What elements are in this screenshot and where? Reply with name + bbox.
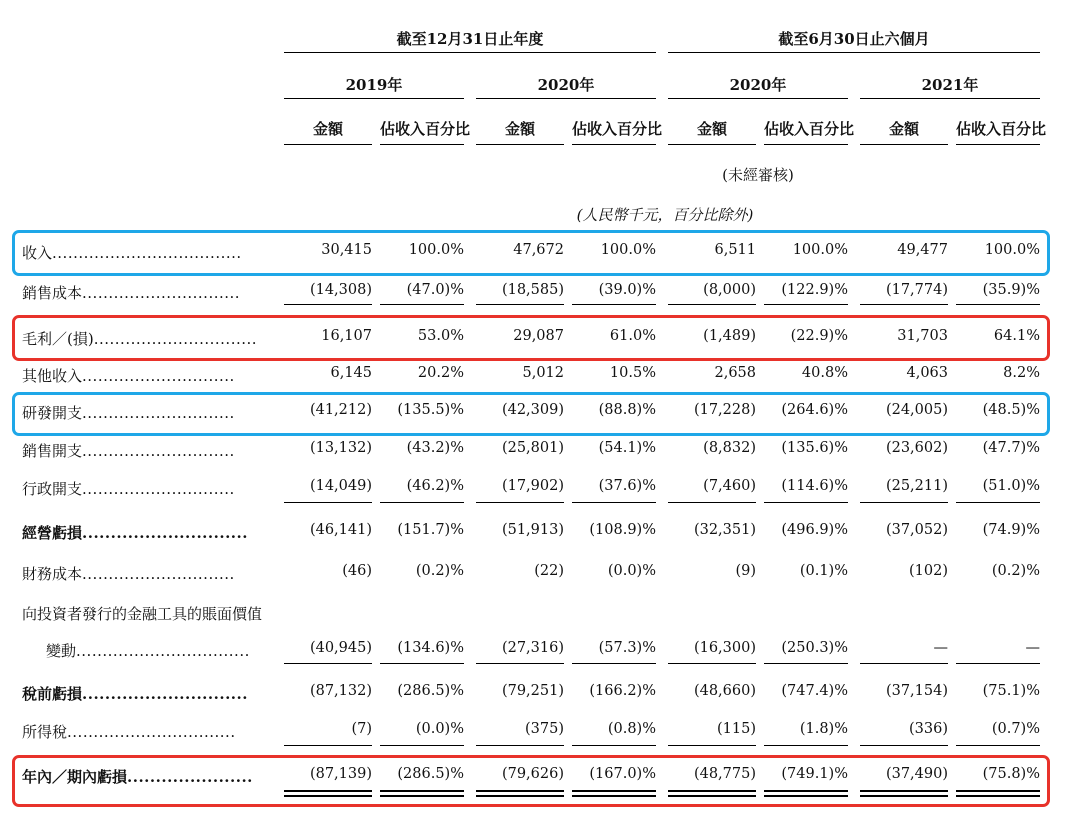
- row-label: [22, 282, 240, 303]
- leader-dots: .............................: [82, 404, 235, 422]
- leader-dots: .................................: [76, 642, 250, 660]
- table-cell: (43.2)%: [406, 440, 464, 456]
- highlight-box-revenue: [12, 230, 1050, 276]
- table-cell: 4,063: [906, 365, 948, 381]
- table-cell: (0.1)%: [799, 563, 848, 579]
- table-cell: (375): [525, 721, 564, 737]
- leader-dots: .............................: [82, 565, 235, 583]
- column-header-amount: 金額: [696, 120, 727, 138]
- table-cell: (87,139): [309, 766, 372, 782]
- table-cell: (37,490): [885, 766, 948, 782]
- column-header-percentage: 佔收入百分比: [572, 120, 663, 138]
- column-header-underline: [380, 144, 464, 145]
- year-2021-half-underline: [860, 98, 1040, 99]
- subtotal-underline: [668, 304, 756, 305]
- subtotal-underline: [476, 745, 564, 746]
- table-cell: (9): [735, 563, 756, 579]
- subtotal-underline: [572, 745, 656, 746]
- row-label: [22, 440, 235, 461]
- subtotal-underline: [284, 502, 372, 503]
- column-header-underline: [284, 144, 372, 145]
- row-label: [46, 640, 250, 661]
- row-label-text: 銷售開支: [22, 442, 83, 460]
- table-cell: (18,585): [501, 282, 564, 298]
- table-cell: (88.8)%: [598, 402, 656, 418]
- table-cell: 40.8%: [801, 365, 848, 381]
- table-cell: (134.6)%: [397, 640, 464, 656]
- table-cell: (7,460): [703, 478, 756, 494]
- table-cell: (51.0)%: [982, 478, 1040, 494]
- unaudited-note: (未經審核): [722, 166, 794, 184]
- table-cell: (7): [351, 721, 372, 737]
- table-cell: 10.5%: [609, 365, 656, 381]
- table-cell: (8,832): [703, 440, 756, 456]
- table-cell: (496.9)%: [781, 522, 848, 538]
- table-cell: (0.2)%: [991, 563, 1040, 579]
- table-cell: (336): [909, 721, 948, 737]
- table-cell: 100.0%: [792, 242, 848, 258]
- table-cell: (22): [534, 563, 564, 579]
- leader-dots: ......................: [127, 768, 253, 786]
- leader-dots: .............................: [82, 685, 248, 703]
- table-cell: 16,107: [321, 328, 372, 344]
- subtotal-underline: [956, 502, 1040, 503]
- row-label: [22, 603, 262, 624]
- column-header-underline: [476, 144, 564, 145]
- table-cell: (37,052): [885, 522, 948, 538]
- table-cell: (79,626): [501, 766, 564, 782]
- row-label: [22, 683, 248, 704]
- row-label: [22, 365, 235, 386]
- row-label-text: 年內／期內虧損: [22, 768, 128, 786]
- year-2020-underline: [476, 98, 656, 99]
- table-cell: (40,945): [309, 640, 372, 656]
- year-2020-header: 2020年: [537, 76, 595, 94]
- subtotal-underline: [380, 304, 464, 305]
- table-cell: (14,308): [309, 282, 372, 298]
- leader-dots: .............................: [82, 367, 235, 385]
- period-six-months-underline: [668, 52, 1040, 53]
- column-header-underline: [572, 144, 656, 145]
- leader-dots: .............................: [82, 524, 248, 542]
- table-cell: 100.0%: [984, 242, 1040, 258]
- subtotal-underline: [764, 304, 848, 305]
- table-cell: (264.6)%: [781, 402, 848, 418]
- subtotal-underline: [668, 745, 756, 746]
- leader-dots: ....................................: [52, 244, 242, 262]
- table-cell: (114.6)%: [781, 478, 848, 494]
- subtotal-underline: [860, 304, 948, 305]
- row-label: [22, 721, 236, 742]
- subtotal-underline: [764, 663, 848, 664]
- row-label-text: 稅前虧損: [22, 685, 83, 703]
- table-cell: —: [1025, 640, 1040, 656]
- table-cell: (102): [909, 563, 948, 579]
- subtotal-underline: [860, 663, 948, 664]
- table-cell: (16,300): [693, 640, 756, 656]
- table-cell: (1.8)%: [799, 721, 848, 737]
- row-label: [22, 478, 235, 499]
- row-label-text: 所得稅: [22, 723, 68, 741]
- column-header-underline: [956, 144, 1040, 145]
- period-six-months-header: 截至6月30日止六個月: [778, 30, 930, 48]
- table-cell: 100.0%: [408, 242, 464, 258]
- table-cell: (167.0)%: [589, 766, 656, 782]
- table-cell: (37,154): [885, 683, 948, 699]
- table-cell: 31,703: [897, 328, 948, 344]
- table-cell: 6,511: [714, 242, 756, 258]
- row-label-text: 行政開支: [22, 480, 83, 498]
- table-cell: (39.0)%: [598, 282, 656, 298]
- subtotal-underline: [956, 745, 1040, 746]
- table-cell: (151.7)%: [397, 522, 464, 538]
- table-cell: (24,005): [885, 402, 948, 418]
- row-label: [22, 563, 235, 584]
- table-cell: (74.9)%: [982, 522, 1040, 538]
- table-cell: (75.1)%: [982, 683, 1040, 699]
- column-header-percentage: 佔收入百分比: [380, 120, 471, 138]
- table-cell: (27,316): [501, 640, 564, 656]
- subtotal-underline: [284, 304, 372, 305]
- row-label-text: 向投資者發行的金融工具的賬面價值: [22, 605, 263, 623]
- table-cell: (35.9)%: [982, 282, 1040, 298]
- subtotal-underline: [668, 663, 756, 664]
- table-cell: (8,000): [703, 282, 756, 298]
- subtotal-underline: [284, 745, 372, 746]
- table-cell: (48.5)%: [982, 402, 1040, 418]
- table-cell: (0.8)%: [607, 721, 656, 737]
- table-cell: (166.2)%: [589, 683, 656, 699]
- table-cell: 8.2%: [1003, 365, 1040, 381]
- highlight-box-gross-profit: [12, 315, 1050, 361]
- subtotal-underline: [572, 663, 656, 664]
- table-cell: (122.9)%: [781, 282, 848, 298]
- subtotal-underline: [572, 304, 656, 305]
- highlight-box-net-loss: [12, 755, 1050, 807]
- unit-note: (人民幣千元，百分比除外): [576, 206, 754, 224]
- column-header-amount: 金額: [888, 120, 919, 138]
- table-cell: 49,477: [897, 242, 948, 258]
- subtotal-underline: [476, 304, 564, 305]
- table-cell: (0.2)%: [415, 563, 464, 579]
- column-header-percentage: 佔收入百分比: [956, 120, 1047, 138]
- subtotal-underline: [380, 745, 464, 746]
- table-cell: (0.7)%: [991, 721, 1040, 737]
- table-cell: (51,913): [501, 522, 564, 538]
- table-cell: (87,132): [309, 683, 372, 699]
- row-label-text: 其他收入: [22, 367, 83, 385]
- table-cell: (46): [342, 563, 372, 579]
- year-2020-half-header: 2020年: [729, 76, 787, 94]
- table-cell: (749.1)%: [781, 766, 848, 782]
- column-header-percentage: 佔收入百分比: [764, 120, 855, 138]
- year-2019-underline: [284, 98, 464, 99]
- table-cell: (47.0)%: [406, 282, 464, 298]
- table-cell: (57.3)%: [598, 640, 656, 656]
- table-cell: 64.1%: [993, 328, 1040, 344]
- table-cell: (41,212): [309, 402, 372, 418]
- table-cell: (286.5)%: [397, 683, 464, 699]
- subtotal-underline: [860, 745, 948, 746]
- table-cell: (46.2)%: [406, 478, 464, 494]
- subtotal-underline: [572, 502, 656, 503]
- subtotal-underline: [476, 502, 564, 503]
- table-cell: (46,141): [309, 522, 372, 538]
- table-cell: 53.0%: [417, 328, 464, 344]
- subtotal-underline: [476, 663, 564, 664]
- row-label-text: 銷售成本: [22, 284, 83, 302]
- year-2020-half-underline: [668, 98, 848, 99]
- table-cell: 100.0%: [600, 242, 656, 258]
- table-cell: (47.7)%: [982, 440, 1040, 456]
- table-cell: (115): [717, 721, 756, 737]
- table-cell: (135.5)%: [397, 402, 464, 418]
- column-header-amount: 金額: [312, 120, 343, 138]
- table-cell: 2,658: [714, 365, 756, 381]
- leader-dots: ..............................: [82, 284, 241, 302]
- leader-dots: ................................: [67, 723, 236, 741]
- table-cell: (747.4)%: [781, 683, 848, 699]
- table-cell: (42,309): [501, 402, 564, 418]
- table-cell: 47,672: [513, 242, 564, 258]
- column-header-amount: 金額: [504, 120, 535, 138]
- column-header-underline: [668, 144, 756, 145]
- table-cell: (54.1)%: [598, 440, 656, 456]
- table-cell: (0.0)%: [607, 563, 656, 579]
- subtotal-underline: [956, 304, 1040, 305]
- row-label-text: 毛利／(損): [22, 330, 94, 348]
- table-cell: (75.8)%: [982, 766, 1040, 782]
- column-header-underline: [860, 144, 948, 145]
- leader-dots: ...............................: [93, 330, 258, 348]
- table-cell: —: [933, 640, 948, 656]
- subtotal-underline: [860, 502, 948, 503]
- table-cell: (25,801): [501, 440, 564, 456]
- table-cell: (25,211): [885, 478, 948, 494]
- table-cell: (17,228): [693, 402, 756, 418]
- table-cell: (48,660): [693, 683, 756, 699]
- table-cell: 5,012: [522, 365, 564, 381]
- period-year-header: 截至12月31日止年度: [396, 30, 544, 48]
- table-cell: (79,251): [501, 683, 564, 699]
- table-cell: 30,415: [321, 242, 372, 258]
- table-cell: (250.3)%: [781, 640, 848, 656]
- row-label-text: 研發開支: [22, 404, 83, 422]
- period-year-underline: [284, 52, 656, 53]
- highlight-box-rd-expenses: [12, 392, 1050, 436]
- row-label-text: 變動: [46, 642, 77, 660]
- table-cell: (48,775): [693, 766, 756, 782]
- table-cell: (23,602): [885, 440, 948, 456]
- subtotal-underline: [668, 502, 756, 503]
- table-cell: 61.0%: [609, 328, 656, 344]
- row-label-text: 財務成本: [22, 565, 83, 583]
- row-label: [22, 522, 248, 543]
- table-cell: (17,902): [501, 478, 564, 494]
- year-2019-header: 2019年: [345, 76, 403, 94]
- table-cell: (108.9)%: [589, 522, 656, 538]
- table-cell: (1,489): [703, 328, 756, 344]
- table-cell: (0.0)%: [415, 721, 464, 737]
- leader-dots: .............................: [82, 480, 235, 498]
- table-cell: (286.5)%: [397, 766, 464, 782]
- column-header-underline: [764, 144, 848, 145]
- subtotal-underline: [284, 663, 372, 664]
- table-cell: 6,145: [330, 365, 372, 381]
- table-cell: 20.2%: [417, 365, 464, 381]
- table-cell: (22.9)%: [790, 328, 848, 344]
- table-cell: (13,132): [309, 440, 372, 456]
- subtotal-underline: [764, 502, 848, 503]
- table-cell: (135.6)%: [781, 440, 848, 456]
- year-2021-half-header: 2021年: [921, 76, 979, 94]
- subtotal-underline: [956, 663, 1040, 664]
- row-label-text: 經營虧損: [22, 524, 83, 542]
- table-cell: (17,774): [885, 282, 948, 298]
- table-cell: 29,087: [513, 328, 564, 344]
- row-label-text: 收入: [22, 244, 53, 262]
- subtotal-underline: [764, 745, 848, 746]
- leader-dots: .............................: [82, 442, 235, 460]
- table-cell: (37.6)%: [598, 478, 656, 494]
- subtotal-underline: [380, 502, 464, 503]
- subtotal-underline: [380, 663, 464, 664]
- table-cell: (14,049): [309, 478, 372, 494]
- table-cell: (32,351): [693, 522, 756, 538]
